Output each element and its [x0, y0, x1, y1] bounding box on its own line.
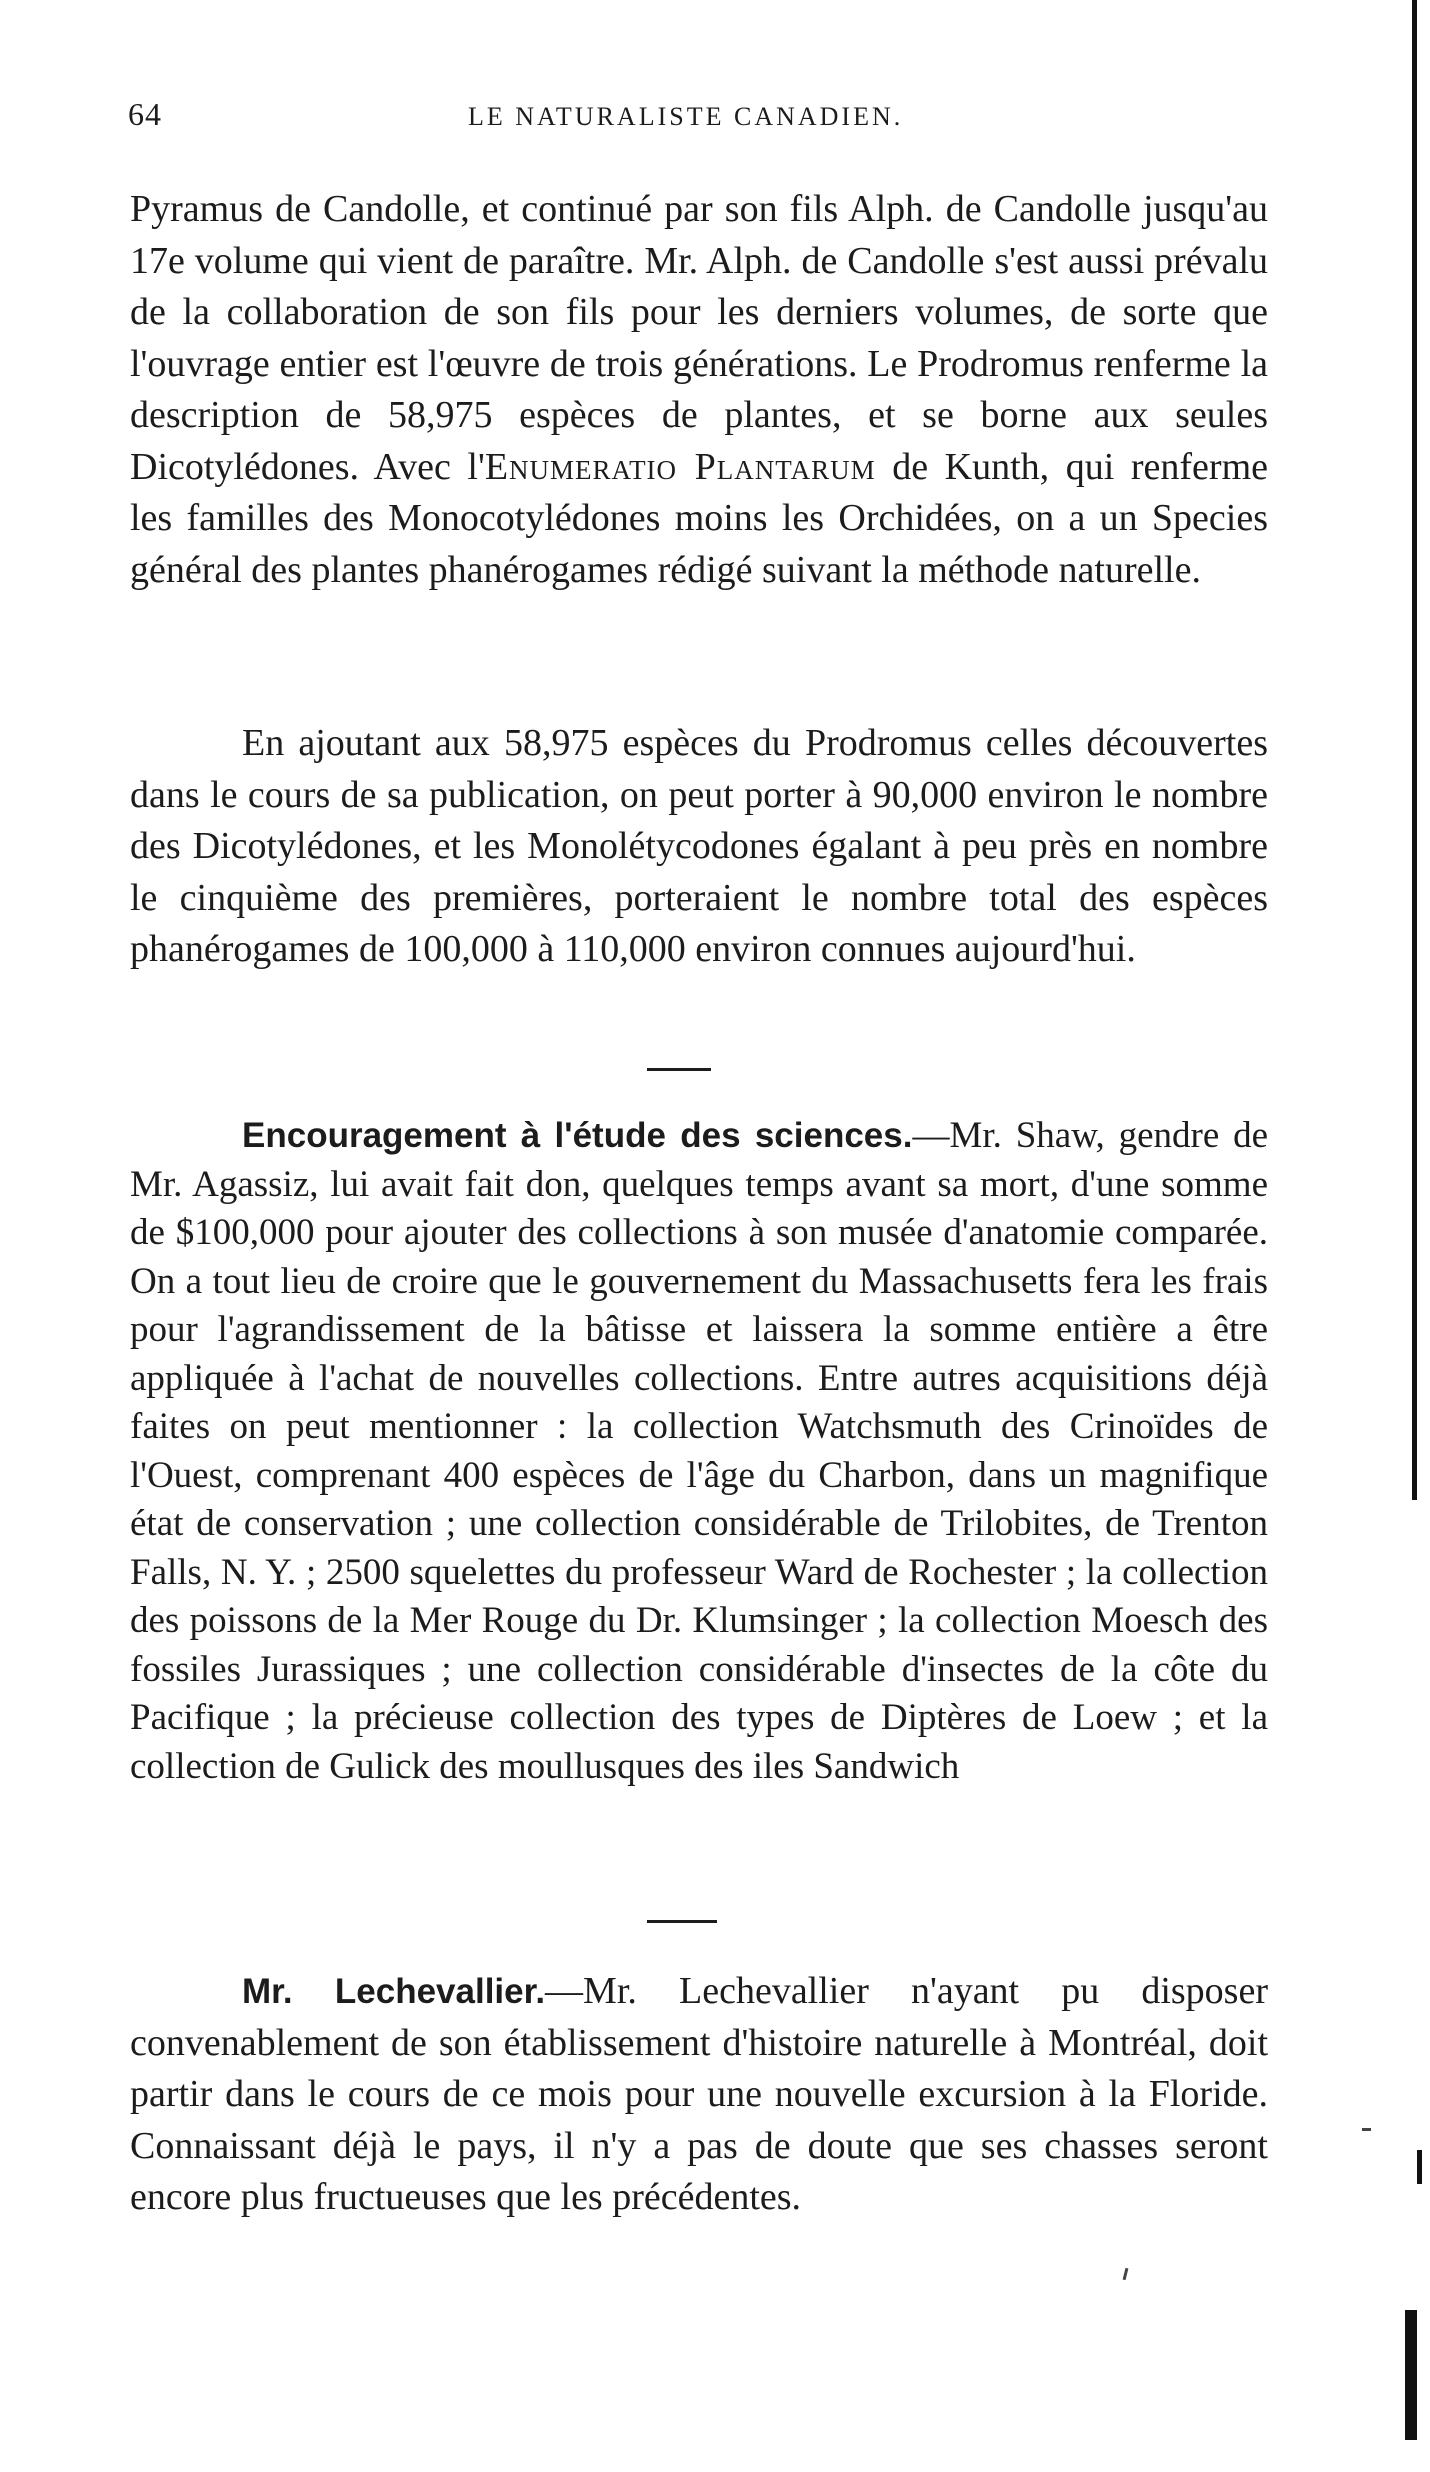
scan-speck	[1362, 2128, 1371, 2131]
section-encouragement	[130, 1112, 1268, 1791]
section-body: —Mr. Shaw, gendre de Mr. Agassiz, lui avait fait don, quelques temps avant sa mort, d'une somme de $100,000 pour ajouter des collections à son musée d'anatomie comparée. On a tout lieu de croire que le gouvernement du Massachusetts fera les frais pour l'agrandissement de la bâtisse et laissera la somme entière a être appliquée à l'achat de nouvelles collections. Entre autres acquisitions déjà faites on peut mentionner : la collection Watchsmuth des Crinoïdes de l'Ouest, comprenant 400 espèces de l'âge du Charbon, dans un magnifique état de conservation ; une collection considérable de Trilobites, de Trenton Falls, N. Y. ; 2500 squelettes du professeur Ward de Rochester ; la collection des poissons de la Mer Rouge du Dr. Klumsinger ; la collection Moesch des fossiles Jurassiques ; une collection considérable d'insectes de la côte du Pacifique ; la précieuse collection des types de Diptères de Loew ; et la collection de Gulick des moullusques des iles Sandwich	[130, 1115, 1268, 1787]
section-paragraph	[130, 1966, 1268, 2224]
page-header	[128, 96, 1270, 136]
section-body: —Mr. Lechevallier n'ayant pu disposer convenablement de son établissement d'histoire naturelle à Montréal, doit partir dans le cours de ce mois pour une nouvelle excursion à la Floride. Connaissant déjà le pays, il n'y a pas de doute que ses chasses seront encore plus fructueuses que les précédentes.	[130, 1970, 1268, 2218]
scan-edge-shadow	[1412, 0, 1417, 1500]
section-divider	[647, 1068, 711, 1071]
scan-edge-mark	[1417, 2150, 1422, 2184]
paragraph-text: En ajoutant aux 58,975 espèces du Prodromus celles découvertes dans le cours de sa publication, on peut porter à 90,000 environ le nombre des Dicotylédones, et les Monolétycodones égalant à peu près en nombre le cinquième des premières, porteraient le nombre total des espèces phanérogames de 100,000 à 110,000 environ connues aujourd'hui.	[130, 722, 1268, 970]
paragraph-text	[130, 184, 1268, 596]
page-number: 64	[128, 96, 162, 132]
paragraph-text-part-1: Pyramus de Candolle, et continué par son fils Alph. de Candolle jusqu'au 17e volume qui vient de paraître. Mr. Alph. de Candolle s'est aussi prévalu de la collaboration de son fils pour les derniers volumes, de sorte que l'ouvrage entier est l'œuvre de trois générations. Le Prodromus renferme la description de 58,975 espèces de plantes, et se borne aux seules Dicotylédones. Avec l'	[130, 188, 1268, 488]
paragraph-prodromus-continuation	[130, 184, 1268, 596]
section-heading: Mr. Lechevallier.	[242, 1972, 546, 2011]
section-lechevallier	[130, 1966, 1268, 2224]
running-head: LE NATURALISTE CANADIEN.	[468, 102, 904, 131]
paragraph-text-part-2: de Kunth, qui renferme les familles des Monocotylédones moins les Orchidées, on a un Species général des plantes phanérogames rédigé suivant la méthode naturelle.	[130, 445, 1268, 591]
paragraph-species-count	[130, 718, 1268, 976]
section-divider	[647, 1920, 717, 1923]
scan-speck	[1123, 2268, 1129, 2280]
scan-edge-mark	[1405, 2310, 1417, 2440]
section-paragraph	[130, 1112, 1268, 1791]
enumeratio-plantarum-title: Enumeratio Plantarum	[484, 445, 876, 488]
section-heading: Encouragement à l'étude des sciences.	[242, 1116, 913, 1155]
